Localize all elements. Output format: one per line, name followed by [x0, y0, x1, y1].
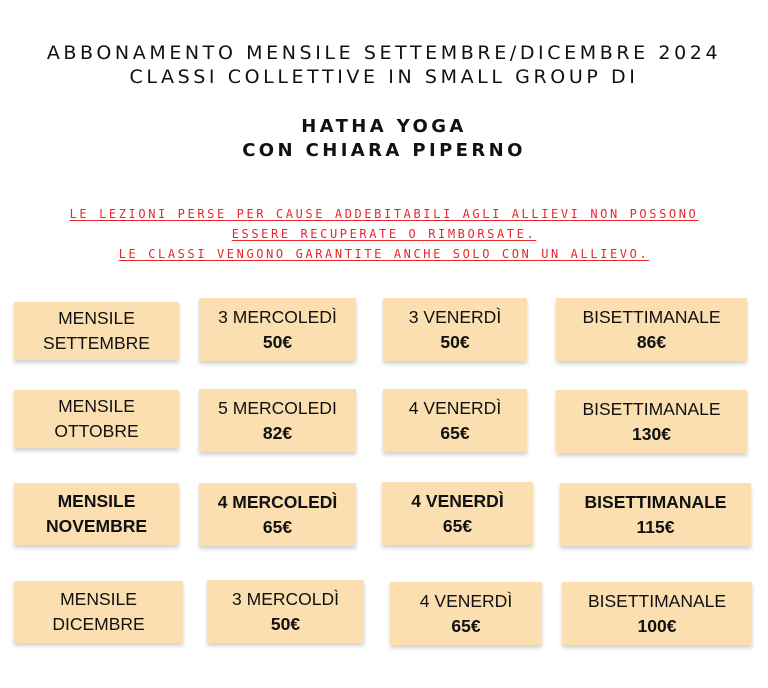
month-name: DICEMBRE: [52, 614, 145, 634]
biweekly-price: 86€: [636, 331, 667, 352]
wednesday-cell-settembre: [199, 298, 356, 361]
friday-price: 50€: [440, 331, 470, 352]
month-cell-novembre: [14, 483, 179, 545]
month-name: NOVEMBRE: [45, 516, 148, 536]
month-label: MENSILE: [60, 589, 137, 609]
friday-cell-dicembre: [390, 582, 542, 645]
wednesday-price: 50€: [262, 331, 293, 352]
month-cell-settembre: [14, 302, 179, 360]
friday-price: 65€: [442, 515, 473, 536]
friday-cell-settembre: [383, 298, 527, 361]
wednesday-price: 82€: [262, 422, 293, 443]
wednesday-cell-ottobre: [199, 389, 356, 452]
header-title: ABBONAMENTO MENSILE SETTEMBRE/DICEMBRE 2024: [46, 42, 722, 64]
wednesday-price: 65€: [262, 516, 293, 537]
month-label: MENSILE: [57, 491, 136, 511]
friday-price: 65€: [451, 615, 481, 636]
wednesday-count: 4 MERCOLEDÌ: [217, 491, 338, 512]
wednesday-count: 5 MERCOLEDI: [218, 397, 337, 418]
friday-count: 3 VENERDÌ: [408, 306, 502, 327]
wednesday-price: 50€: [270, 613, 301, 634]
course-teacher: CON CHIARA PIPERNO: [242, 140, 526, 161]
friday-count: 4 VENERDÌ: [419, 590, 513, 611]
biweekly-cell-dicembre: [562, 582, 752, 645]
wednesday-cell-novembre: [199, 483, 356, 546]
month-label: MENSILE: [58, 308, 135, 328]
month-name: SETTEMBRE: [43, 333, 150, 353]
notice-line-3: LE CLASSI VENGONO GARANTITE ANCHE SOLO CON UN ALLIEVO.: [118, 247, 650, 261]
header-subtitle: CLASSI COLLETTIVE IN SMALL GROUP DI: [129, 66, 639, 88]
friday-cell-novembre: [382, 482, 533, 545]
biweekly-price: 115€: [636, 516, 675, 537]
biweekly-label: BISETTIMANALE: [582, 306, 721, 327]
wednesday-count: 3 MERCOLEDÌ: [218, 306, 337, 327]
biweekly-cell-novembre: [560, 483, 751, 546]
biweekly-cell-ottobre: [556, 390, 747, 453]
biweekly-label: BISETTIMANALE: [584, 491, 727, 512]
month-cell-dicembre: [14, 581, 183, 643]
biweekly-cell-settembre: [556, 298, 747, 361]
biweekly-label: BISETTIMANALE: [587, 590, 727, 611]
wednesday-count: 3 MERCOLDÌ: [232, 588, 339, 609]
notice-line-2: ESSERE RECUPERATE O RIMBORSATE.: [231, 227, 537, 241]
friday-count: 4 VENERDÌ: [411, 490, 504, 511]
biweekly-price: 100€: [637, 615, 677, 636]
biweekly-price: 130€: [632, 423, 671, 444]
course-name: HATHA YOGA: [301, 116, 467, 137]
notice-line-1: LE LEZIONI PERSE PER CAUSE ADDEBITABILI AGLI ALLIEVI NON POSSONO: [69, 207, 699, 221]
month-label: MENSILE: [58, 396, 135, 416]
wednesday-cell-dicembre: [207, 580, 364, 643]
biweekly-label: BISETTIMANALE: [582, 398, 721, 419]
friday-cell-ottobre: [383, 389, 527, 452]
month-name: OTTOBRE: [54, 421, 139, 441]
friday-count: 4 VENERDÌ: [408, 397, 502, 418]
friday-price: 65€: [440, 422, 470, 443]
month-cell-ottobre: [14, 390, 179, 448]
